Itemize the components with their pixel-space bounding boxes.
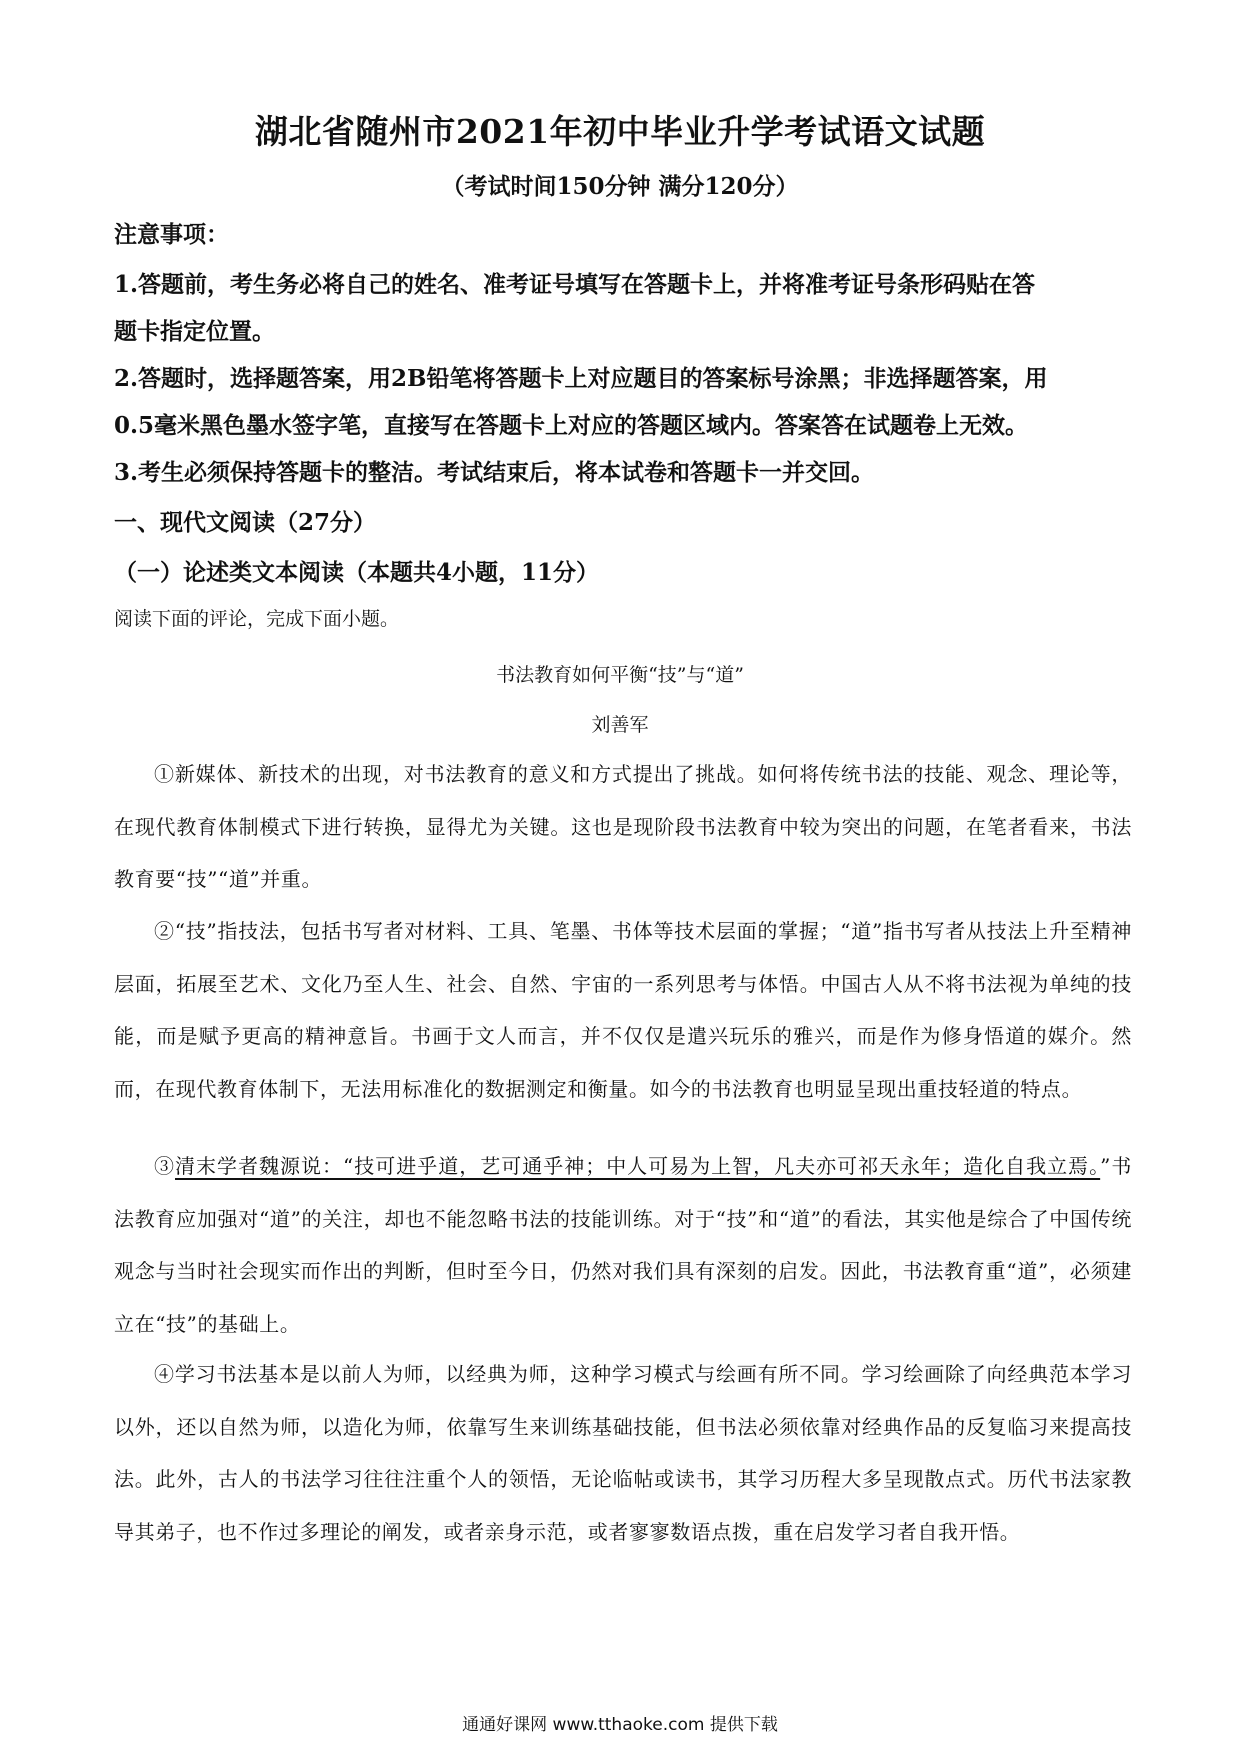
notice-item-1-line-1: 1.答题前，考生务必将自己的姓名、准考证号填写在答题卡上，并将准考证号条形码贴在答: [114, 271, 1036, 298]
notice-item-3: 3.考生必须保持答题卡的整洁。考试结束后，将本试卷和答题卡一并交回。: [114, 459, 875, 486]
notice-item-2-line-1: 2.答题时，选择题答案，用2B铅笔将答题卡上对应题目的答案标号涂黑；非选择题答案，用: [114, 365, 1048, 392]
notice-item-1-line-2: 题卡指定位置。: [114, 318, 275, 345]
exam-title: 湖北省随州市2021年初中毕业升学考试语文试题: [254, 112, 986, 151]
section-subheading: （一）论述类文本阅读（本题共4小题，11分）: [114, 559, 600, 586]
article-author: 刘善军: [591, 714, 649, 736]
exam-subtitle: （考试时间150分钟 满分120分）: [441, 173, 799, 200]
notice-heading: 注意事项：: [114, 221, 229, 248]
article-title: 书法教育如何平衡“技”与“道”: [496, 664, 744, 686]
notice-item-2-line-2: 0.5毫米黑色墨水签字笔，直接写在答题卡上对应的答题区域内。答案答在试题卷上无效。: [114, 412, 1029, 439]
download-footer: 通通好课网 www.tthaoke.com 提供下载: [462, 1715, 778, 1735]
paragraph-3-number: ③: [154, 1154, 175, 1178]
underlined-quote: 清末学者魏源说：“技可进乎道，艺可通乎神；中人可易为上智，凡夫亦可祁天永年；造化自我立焉。: [175, 1154, 1101, 1178]
article-paragraph-2: ②“技”指技法，包括书写者对材料、工具、笔墨、书体等技术层面的掌握；“道”指书写者从技法上升至精神层面，拓展至艺术、文化乃至人生、社会、自然、宇宙的一系列思考与体悟。中国古人从不将书法视为单纯的技能，而是赋予更高的精神意旨。书画于文人而言，并不仅仅是遣兴玩乐的雅兴，而是作为修身悟道的媒介。然而，在现代教育体制下，无法用标准化的数据测定和衡量。如今的书法教育也明显呈现出重技轻道的特点。: [114, 919, 1132, 1101]
reading-instruction: 阅读下面的评论，完成下面小题。: [114, 608, 400, 630]
article-paragraph-1: ①新媒体、新技术的出现，对书法教育的意义和方式提出了挑战。如何将传统书法的技能、观念、理论等，在现代教育体制模式下进行转换，显得尤为关键。这也是现阶段书法教育中较为突出的问题，在笔者看来，书法教育要“技”“道”并重。: [114, 762, 1132, 891]
article-paragraph-3: [114, 1140, 1132, 1350]
paragraph-3-body: ”书法教育应加强对“道”的关注，却也不能忽略书法的技能训练。对于“技”和“道”的看法，其实他是综合了中国传统观念与当时社会现实而作出的判断，但时至今日，仍然对我们具有深刻的启发。因此，书法教育重“道”，必须建立在“技”的基础上。: [114, 1154, 1132, 1336]
article-paragraph-4: ④学习书法基本是以前人为师，以经典为师，这种学习模式与绘画有所不同。学习绘画除了向经典范本学习以外，还以自然为师，以造化为师，依靠写生来训练基础技能，但书法必须依靠对经典作品的反复临习来提高技法。此外，古人的书法学习往往注重个人的领悟，无论临帖或读书，其学习历程大多呈现散点式。历代书法家教导其弟子，也不作过多理论的阐发，或者亲身示范，或者寥寥数语点拨，重在启发学习者自我开悟。: [114, 1362, 1132, 1544]
section-heading: 一、现代文阅读（27分）: [114, 509, 377, 536]
